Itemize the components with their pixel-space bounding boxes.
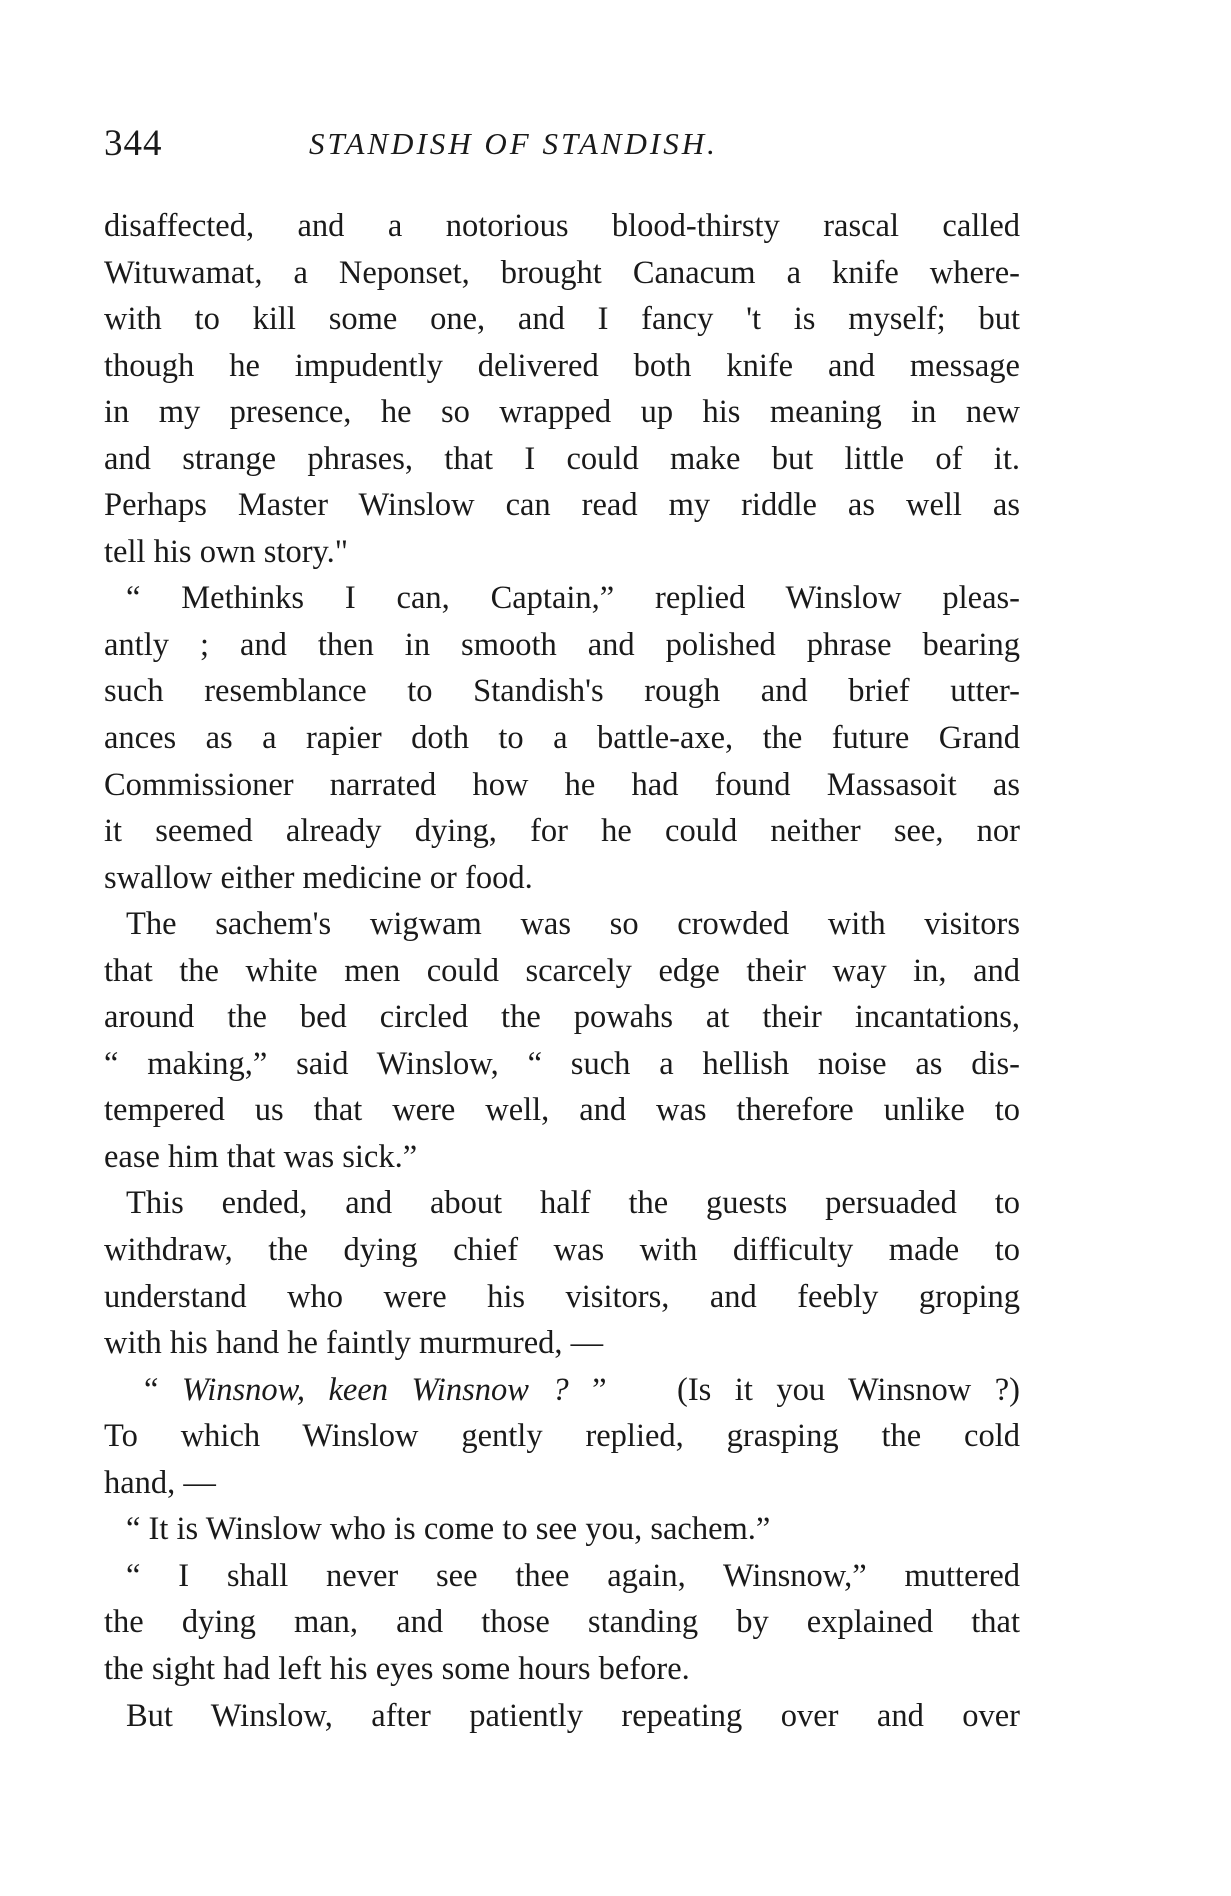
text-line: around the bed circled the powahs at their incantations, <box>104 999 1020 1036</box>
text-line: But Winslow, after patiently repeating over and over <box>126 1697 1020 1734</box>
text-line: understand who were his visitors, and feebly groping <box>104 1278 1020 1315</box>
text-line: “ Methinks I can, Captain,” replied Winslow pleas- <box>126 580 1020 617</box>
quote-open: “ <box>144 1371 159 1408</box>
text-line: swallow either medicine or food. <box>104 859 533 896</box>
body-text <box>104 203 1020 1739</box>
text-line: the sight had left his eyes some hours before. <box>104 1650 690 1687</box>
text-line: the dying man, and those standing by explained that <box>104 1604 1020 1641</box>
text-line: and strange phrases, that I could make but little of it. <box>104 440 1020 477</box>
text-line: it seemed already dying, for he could neither see, nor <box>104 813 1020 850</box>
text-line: such resemblance to Standish's rough and brief utter- <box>104 673 1020 710</box>
italic-quote: Winsnow, keen Winsnow ? <box>181 1371 569 1408</box>
text-line: Commissioner narrated how he had found Massasoit as <box>104 766 1020 803</box>
text-line: ances as a rapier doth to a battle-axe, the future Grand <box>104 720 1020 757</box>
text-line: tempered us that were well, and was therefore unlike to <box>104 1092 1020 1129</box>
text-line: This ended, and about half the guests persuaded to <box>126 1185 1020 1222</box>
text-line: Perhaps Master Winslow can read my riddle as well as <box>104 487 1020 524</box>
text-line: To which Winslow gently replied, grasping the cold <box>104 1418 1020 1455</box>
text-line: that the white men could scarcely edge their way in, and <box>104 952 1020 989</box>
text-line: Wituwamat, a Neponset, brought Canacum a knife where- <box>104 254 1020 291</box>
quote-close: ” <box>592 1371 607 1408</box>
text-line: in my presence, he so wrapped up his meaning in new <box>104 394 1020 431</box>
text-line: “ It is Winslow who is come to see you, sachem.” <box>126 1511 771 1548</box>
text-line: antly ; and then in smooth and polished phrase bearing <box>104 626 1020 663</box>
text-line: though he impudently delivered both knife and message <box>104 347 1020 384</box>
text-line: The sachem's wigwam was so crowded with visitors <box>126 906 1020 943</box>
text-line: “ I shall never see thee again, Winsnow,” muttered <box>126 1557 1020 1594</box>
text-line: ease him that was sick.” <box>104 1138 418 1175</box>
text-line: disaffected, and a notorious blood-thirsty rascal called <box>104 208 1020 244</box>
text-line: “ making,” said Winslow, “ such a hellish noise as dis- <box>104 1045 1020 1082</box>
text-line: withdraw, the dying chief was with difficulty made to <box>104 1232 1020 1269</box>
text-line: with his hand he faintly murmured, — <box>104 1325 604 1362</box>
text-line: with to kill some one, and I fancy 't is myself; but <box>104 301 1020 338</box>
text-line: tell his own story." <box>104 533 349 570</box>
translation: (Is it you Winsnow ?) <box>677 1371 1020 1408</box>
running-title: STANDISH OF STANDISH. <box>309 126 718 161</box>
text-line: hand, — <box>104 1464 216 1501</box>
page-header <box>104 122 1024 172</box>
page-number: 344 <box>104 123 163 164</box>
text-line-quote <box>104 1367 1020 1414</box>
